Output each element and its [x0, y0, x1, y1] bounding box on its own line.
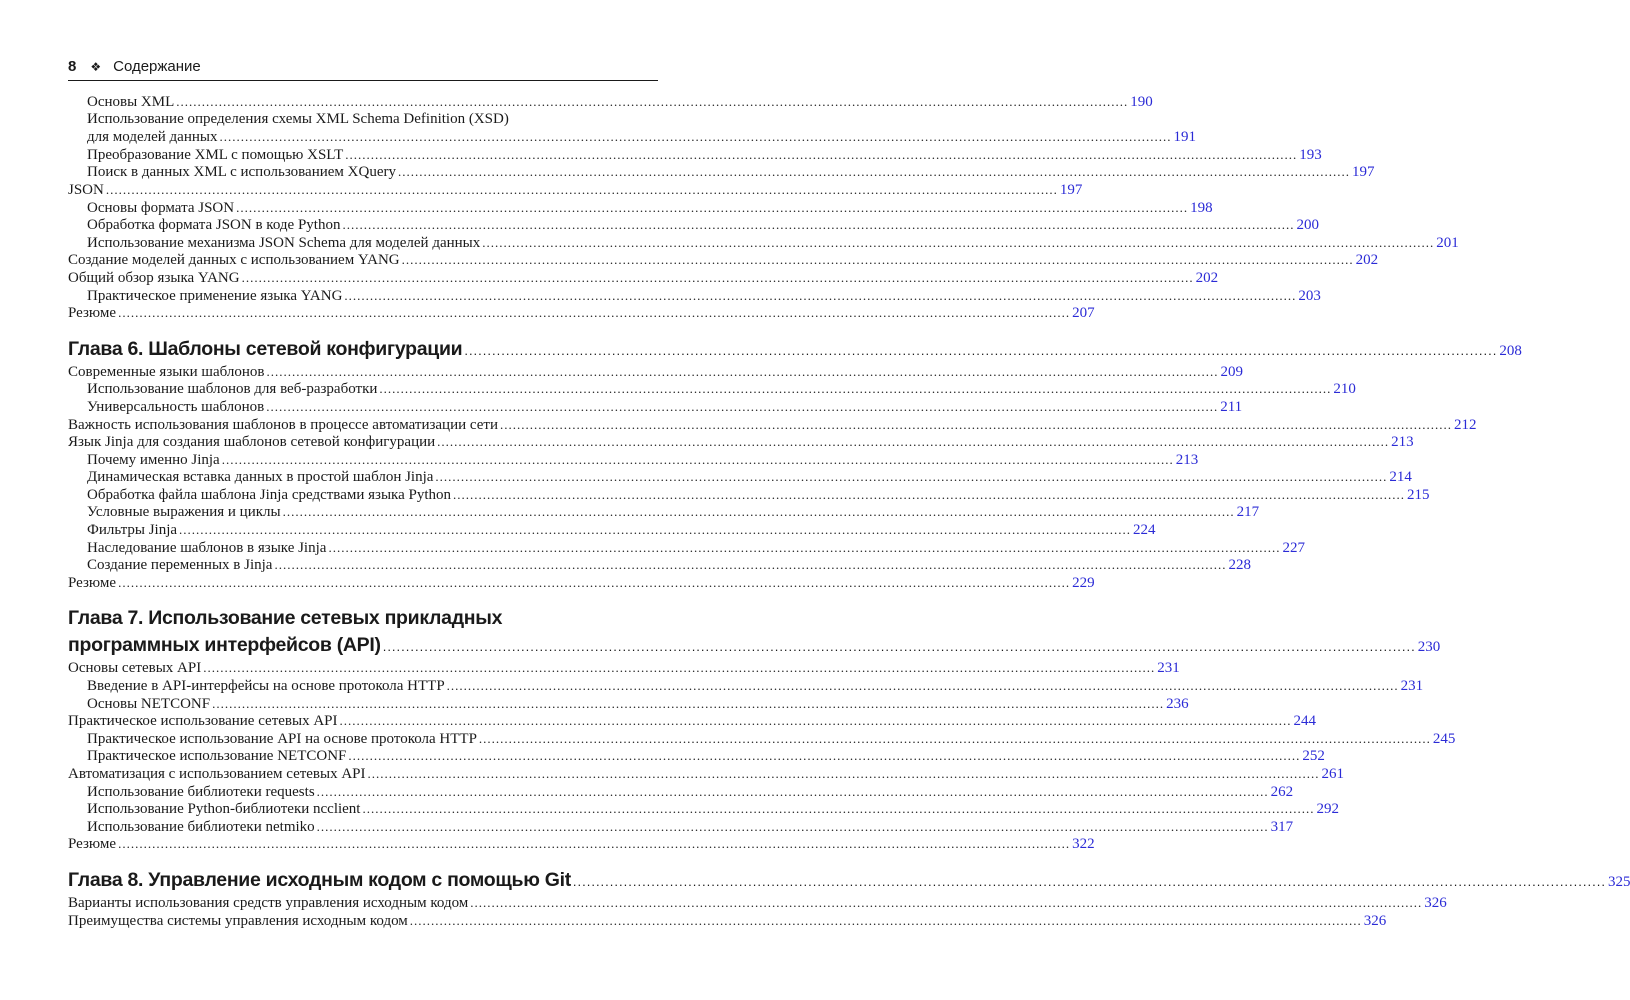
toc-entry-title: Наследование шаблонов в языке Jinja	[87, 539, 327, 556]
toc-section-entry[interactable]	[68, 433, 1414, 451]
toc-entry-title: Условные выражения и циклы	[87, 504, 281, 521]
dot-leader	[274, 556, 1226, 574]
dot-leader	[464, 337, 1497, 364]
toc-page-number-link[interactable]: 203	[1298, 287, 1321, 304]
toc-entry-title: Важность использования шаблонов в процессе автоматизации сети	[68, 416, 498, 433]
dot-leader	[317, 783, 1269, 801]
dot-leader	[479, 730, 1431, 748]
toc-page-number-link[interactable]: 208	[1499, 342, 1522, 359]
dot-leader	[203, 659, 1155, 677]
toc-subsection-entry[interactable]	[68, 521, 1156, 539]
dot-leader	[362, 800, 1314, 818]
toc-entry-title: Язык Jinja для создания шаблонов сетевой конфигурации	[68, 434, 436, 451]
toc-subsection-entry[interactable]	[68, 163, 1375, 181]
dot-leader	[348, 747, 1300, 765]
toc-page-number-link[interactable]: 201	[1436, 234, 1459, 251]
toc-page-number-link[interactable]: 207	[1072, 305, 1095, 322]
toc-entry-title: Основы NETCONF	[87, 695, 211, 712]
dot-leader	[398, 163, 1350, 181]
toc-entry-title: Преимущества системы управления исходным кодом	[68, 912, 408, 929]
toc-entry-title: Почему именно Jinja	[87, 451, 220, 468]
dot-leader	[118, 574, 1070, 592]
toc-page-number-link[interactable]: 209	[1220, 363, 1243, 380]
toc-page-number-link[interactable]: 252	[1302, 748, 1325, 765]
toc-entry-title: Резюме	[68, 574, 117, 591]
dot-leader	[242, 269, 1194, 287]
toc-subsection-entry[interactable]	[68, 556, 1251, 574]
dot-leader	[118, 835, 1070, 853]
toc-page-number-link[interactable]: 211	[1220, 398, 1243, 415]
toc-entry-title: Введение в API-интерфейсы на основе протокола HTTP	[87, 678, 445, 695]
toc-subsection-entry[interactable]	[68, 818, 1294, 836]
chapter-gap	[68, 591, 658, 605]
toc-subsection-entry[interactable]	[68, 539, 1305, 557]
toc-entry-title: Практическое применение языка YANG	[87, 287, 343, 304]
toc-entry-title: Использование определения схемы XML Schema Definition (XSD)	[87, 110, 509, 127]
toc-chapter-entry[interactable]	[68, 336, 1522, 363]
dot-leader	[402, 251, 1354, 269]
toc-entry-title: JSON	[68, 181, 104, 198]
toc-chapter-entry[interactable]	[68, 632, 1441, 659]
toc-entry-title: Создание переменных в Jinja	[87, 557, 273, 574]
toc-section-entry[interactable]	[68, 363, 1243, 381]
toc-section-entry[interactable]	[68, 659, 1180, 677]
toc-page-number-link[interactable]: 210	[1333, 381, 1356, 398]
toc-page-number-link[interactable]: 215	[1407, 486, 1430, 503]
toc-section-entry[interactable]	[68, 765, 1345, 783]
toc-page-number-link[interactable]: 236	[1166, 695, 1189, 712]
toc-subsection-entry[interactable]	[68, 451, 1199, 469]
toc-subsection-entry[interactable]	[68, 199, 1213, 217]
toc-page-number-link[interactable]: 229	[1072, 574, 1095, 591]
toc-entry-title: Использование библиотеки netmiko	[87, 818, 315, 835]
dot-leader	[410, 912, 1362, 930]
toc-page-number-link[interactable]: 193	[1299, 146, 1322, 163]
toc-subsection-entry[interactable]	[68, 146, 1322, 164]
dot-leader	[368, 765, 1320, 783]
toc-entry-title: Глава 6. Шаблоны сетевой конфигурации	[68, 337, 463, 360]
chapter-gap	[68, 853, 658, 867]
toc-chapter-entry[interactable]	[68, 867, 1630, 894]
dot-leader	[317, 818, 1269, 836]
dot-leader	[266, 363, 1218, 381]
dot-leader	[383, 633, 1416, 660]
toc-subsection-entry[interactable]	[68, 677, 1424, 695]
dot-leader	[106, 181, 1058, 199]
toc-page-number-link[interactable]: 213	[1175, 451, 1199, 468]
toc-chapter-entry[interactable]	[68, 605, 658, 632]
dot-leader	[453, 486, 1405, 504]
toc-entry-title: Создание моделей данных с использованием YANG	[68, 252, 400, 269]
toc-entry-title: Основы формата JSON	[87, 199, 235, 216]
toc-entry-title: Автоматизация с использованием сетевых API	[68, 766, 366, 782]
running-header-title: Содержание	[113, 58, 201, 75]
toc-page-number-link[interactable]: 231	[1157, 660, 1180, 677]
diamond-separator-icon: ❖	[90, 60, 102, 74]
dot-leader	[379, 380, 1331, 398]
toc-subsection-entry[interactable]	[68, 234, 1459, 252]
toc-entry-title: Резюме	[68, 836, 117, 853]
toc-entry-title: Глава 7. Использование сетевых прикладных	[68, 607, 503, 630]
dot-leader	[447, 677, 1399, 695]
page-number: 8	[68, 58, 77, 75]
toc-subsection-entry[interactable]	[68, 695, 1189, 713]
toc-entry-title: Основы XML	[87, 94, 175, 110]
toc-subsection-entry[interactable]	[68, 730, 1456, 748]
chapter-gap	[68, 322, 658, 336]
toc-page-number-link[interactable]: 197	[1352, 164, 1375, 181]
toc-subsection-entry[interactable]	[68, 128, 1196, 146]
dot-leader	[340, 712, 1292, 730]
toc-page-number-link[interactable]: 325	[1607, 873, 1630, 890]
toc-entry-title: Варианты использования средств управления исходным кодом	[68, 894, 469, 911]
toc-page-number-link[interactable]: 213	[1391, 434, 1414, 451]
toc-page-number-link[interactable]: 217	[1236, 504, 1260, 521]
toc-page-number-link[interactable]: 198	[1190, 199, 1213, 216]
toc-subsection-entry[interactable]	[68, 216, 1319, 234]
dot-leader	[176, 93, 1128, 111]
toc-page-number-link[interactable]: 212	[1453, 416, 1477, 433]
dot-leader	[500, 416, 1452, 434]
toc-entry-title: Обработка формата JSON в коде Python	[87, 217, 341, 234]
toc-section-entry[interactable]	[68, 181, 1083, 199]
toc-section-entry[interactable]	[68, 304, 1095, 322]
toc-entry-title: Преобразование XML с помощью XSLT	[87, 146, 344, 163]
toc-page-number-link[interactable]: 230	[1417, 639, 1441, 656]
dot-leader	[179, 521, 1131, 539]
table-of-contents	[68, 93, 1630, 929]
toc-entry-title: Резюме	[68, 305, 117, 322]
toc-page-number-link[interactable]: 227	[1282, 539, 1305, 556]
toc-entry-title: Глава 8. Управление исходным кодом с помощью Git	[68, 868, 571, 891]
toc-section-entry[interactable]	[68, 574, 1095, 592]
dot-leader	[345, 146, 1297, 164]
toc-subsection-entry[interactable]	[68, 398, 1243, 416]
toc-entry-title: Поиск в данных XML с использованием XQuery	[87, 164, 396, 181]
toc-subsection-entry[interactable]	[68, 380, 1356, 398]
running-header	[68, 54, 658, 81]
toc-page-number-link[interactable]: 262	[1270, 783, 1294, 800]
toc-subsection-entry[interactable]	[68, 287, 1321, 305]
toc-section-entry[interactable]	[68, 269, 1219, 287]
toc-page-number-link[interactable]: 322	[1072, 836, 1095, 853]
toc-entry-title: Практическое использование NETCONF	[87, 748, 347, 765]
toc-section-entry[interactable]	[68, 712, 1316, 730]
toc-entry-title: Универсальность шаблонов	[87, 398, 265, 415]
toc-subsection-entry[interactable]	[68, 747, 1325, 765]
dot-leader	[437, 433, 1389, 451]
toc-entry-title: Динамическая вставка данных в простой шаблон Jinja	[87, 469, 434, 486]
toc-page-number-link[interactable]: 200	[1296, 217, 1319, 234]
toc-page-number-link[interactable]: 224	[1133, 522, 1156, 539]
dot-leader	[344, 287, 1296, 305]
toc-entry-title: Фильтры Jinja	[87, 522, 178, 539]
toc-page-number-link[interactable]: 231	[1400, 678, 1424, 695]
toc-page-number-link[interactable]: 202	[1195, 269, 1219, 286]
toc-section-entry[interactable]	[68, 835, 1095, 853]
dot-leader	[435, 468, 1387, 486]
toc-subsection-entry[interactable]	[68, 800, 1339, 818]
toc-page-number-link[interactable]: 326	[1363, 912, 1387, 929]
toc-entry-title: Использование механизма JSON Schema для моделей данных	[87, 234, 481, 251]
dot-leader	[266, 398, 1218, 416]
toc-subsection-entry[interactable]	[68, 486, 1430, 504]
toc-page-number-link[interactable]: 317	[1270, 818, 1294, 835]
dot-leader	[236, 199, 1188, 217]
toc-page-number-link[interactable]: 292	[1316, 801, 1339, 818]
dot-leader	[470, 894, 1422, 912]
toc-entry-title: для моделей данных	[87, 129, 218, 146]
dot-leader	[283, 503, 1235, 521]
dot-leader	[118, 304, 1070, 322]
toc-page-number-link[interactable]: 228	[1228, 557, 1251, 574]
toc-entry-title: Обработка файла шаблона Jinja средствами языка Python	[87, 486, 451, 503]
toc-page-number-link[interactable]: 244	[1293, 713, 1316, 730]
toc-entry-title: Использование Python-библиотеки ncclient	[87, 801, 361, 818]
dot-leader	[573, 868, 1606, 895]
dot-leader	[219, 128, 1171, 146]
toc-entry-title: Использование библиотеки requests	[87, 783, 315, 800]
toc-page-number-link[interactable]: 326	[1424, 894, 1447, 911]
dot-leader	[482, 234, 1434, 252]
toc-page-number-link[interactable]: 245	[1432, 730, 1456, 747]
toc-entry-title: Использование шаблонов для веб-разработки	[87, 381, 378, 398]
toc-entry-title: Общий обзор языка YANG	[68, 269, 240, 286]
toc-page-number-link[interactable]: 197	[1059, 181, 1083, 198]
toc-subsection-entry[interactable]	[68, 783, 1294, 801]
toc-section-entry[interactable]	[68, 416, 1477, 434]
toc-entry-title: Практическое использование сетевых API	[68, 713, 338, 730]
toc-subsection-entry[interactable]	[68, 468, 1412, 486]
toc-section-entry[interactable]	[68, 912, 1387, 930]
dot-leader	[222, 451, 1174, 469]
toc-section-entry[interactable]	[68, 251, 1379, 269]
toc-page-number-link[interactable]: 261	[1321, 766, 1345, 782]
dot-leader	[328, 539, 1280, 557]
toc-section-entry[interactable]	[68, 894, 1447, 912]
toc-subsection-entry[interactable]	[68, 503, 1260, 521]
toc-page-number-link[interactable]: 214	[1389, 469, 1412, 486]
toc-subsection-entry[interactable]	[68, 111, 658, 129]
dot-leader	[212, 695, 1164, 713]
toc-page-number-link[interactable]: 202	[1355, 252, 1379, 269]
toc-entry-title: программных интерфейсов (API)	[68, 634, 381, 657]
toc-page-number-link[interactable]: 190	[1130, 94, 1153, 110]
toc-page-number-link[interactable]: 191	[1173, 129, 1196, 146]
toc-subsection-entry[interactable]	[68, 93, 1153, 111]
toc-entry-title: Основы сетевых API	[68, 660, 202, 677]
toc-entry-title: Современные языки шаблонов	[68, 363, 265, 380]
dot-leader	[342, 216, 1294, 234]
toc-entry-title: Практическое использование API на основе протокола HTTP	[87, 730, 477, 747]
